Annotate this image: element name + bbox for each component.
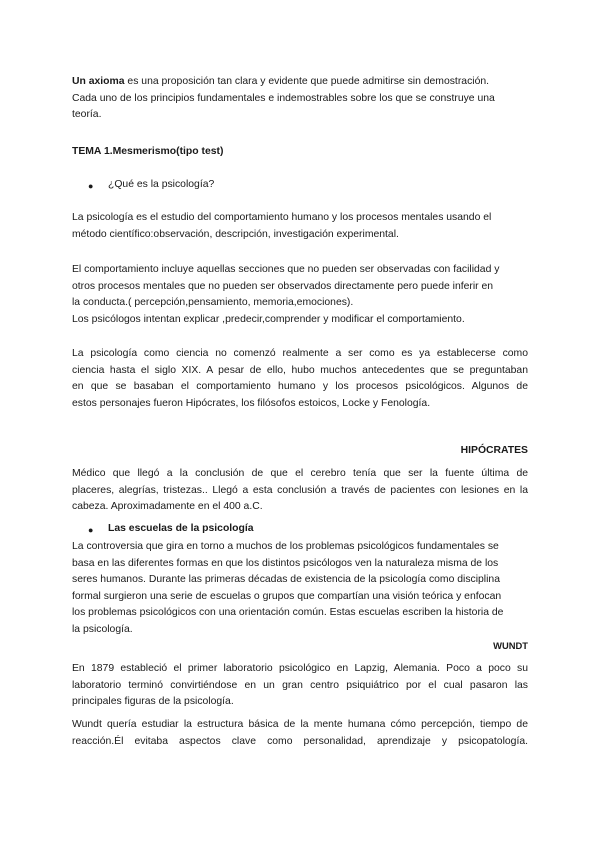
bullet-question: ¿Qué es la psicología? [108,179,215,190]
hipocrates-heading: HIPÓCRATES [460,445,528,456]
bullet-icon: ● [88,181,94,191]
escuelas-heading: Las escuelas de la psicología [108,523,254,534]
wundt-paragraph-2: Wundt quería estudiar la estructura básica de la mente humana cómo percepción, tiempo de reacción.Él evitaba aspectos clave como personalidad, aprendizaje y psicopatología. [72,719,528,747]
axioma-paragraph [72,74,528,124]
ciencia-paragraph: La psicología como ciencia no comenzó realmente a ser como es ya establecerse como ciencia hasta el siglo XIX. A pesar de ello, hubo muchos antecedentes que se preguntaban en que se basaban el comportamiento humano y los procesos psicológicos. Algunos de estos personajes fueron Hipócrates, los filósofos estoicos, Locke y Fenología. [72,348,528,409]
wundt-paragraph-1: En 1879 estableció el primer laboratorio psicológico en Lapzig, Alemania. Poco a poco su laboratorio terminó convirtiéndose en un gran centro psiquiátrico por el cual pasaron las principales figuras de la psicología. [72,663,528,707]
axioma-line-2: Cada uno de los principios fundamentales e indemostrables sobre los que se construye una [72,92,495,104]
axioma-line-3: teoría. [72,109,102,120]
wundt-heading: WUNDT [493,640,528,651]
axioma-line-1: es una proposición tan clara y evidente que puede admitirse sin demostración. [124,76,490,87]
tema-heading: TEMA 1.Mesmerismo(tipo test) [72,146,224,157]
hipocrates-paragraph: Médico que llegó a la conclusión de que el cerebro tenía que ser la fuente última de placeres, alegrías, tristezas.. Llegó a esta conclusión a través de pacientes con lesiones en la cabeza. Aproximadamente en el 400 a.C. [72,468,528,512]
comportamiento-paragraph: El comportamiento incluye aquellas secciones que no pueden ser observadas con facilidad y otros procesos mentales que no pueden ser observados directamente pero puede inferir en la conducta.( percepción,pensamiento, memoria,emociones). Los psicólogos intentan explicar ,predecir,comprender y modificar el comportamiento. [72,264,500,325]
bullet-icon: ● [88,525,94,535]
axioma-term: Un axioma [72,76,125,87]
escuelas-paragraph: La controversia que gira en torno a muchos de los problemas psicológicos fundamentales se basa en las diferentes formas en que los distintos psicólogos ven la naturaleza misma de los seres humanos. Durante las primeras décadas de existencia de la psicología como disciplina formal surgieron una serie de escuelas o grupos que compartían una visión teórica y enfocan los problemas psicológicos con una orientación común. Estas escuelas escriben la historia de la psicología. [72,541,504,635]
definition-paragraph: La psicología es el estudio del comportamiento humano y los procesos mentales usando el método científico:observación, descripción, investigación experimental. [72,212,492,240]
